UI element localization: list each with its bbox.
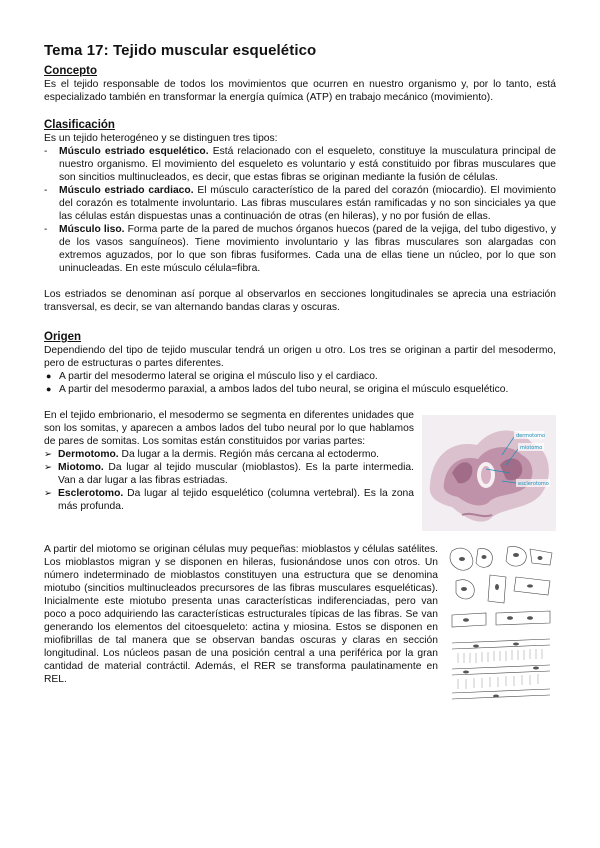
list-item xyxy=(44,383,556,396)
miotomo-block xyxy=(44,543,556,713)
somitas-paragraph: En el tejido embrionario, el mesodermo se segmenta en diferentes unidades que son los somitas, y aparecen a ambos lados del tubo neural por lo que hablamos de pares de somitas. Los somitas están constituidos por varias partes: xyxy=(44,410,414,447)
list-item xyxy=(44,223,556,275)
dash-icon: - xyxy=(44,224,48,235)
item-text: A partir del mesodermo lateral se origina el músculo liso y el cardiaco. xyxy=(59,371,378,382)
item-text: Da lugar a la dermis. Región más cercana al ectodermo. xyxy=(118,449,380,460)
heading-origen: Origen xyxy=(44,331,82,343)
bullet-icon: ● xyxy=(46,371,52,381)
item-text: Da lugar al tejido esquelético (columna vertebral). Es la zona más profunda. xyxy=(58,488,414,512)
figure-label-miotomo: miotomo xyxy=(520,445,543,451)
arrow-icon: ➢ xyxy=(44,462,52,473)
clasificacion-intro: Es un tejido heterogéneo y se distinguen tres tipos: xyxy=(44,133,278,144)
mesodermo-list xyxy=(44,370,556,396)
heading-concepto: Concepto xyxy=(44,65,98,77)
list-item xyxy=(44,145,556,184)
bullet-icon: ● xyxy=(46,384,52,394)
clasificacion-outro: Los estriados se denominan así porque al observarlos en secciones longitudinales se aprecia una estriación transversal, es decir, se van alternando bandas claras y oscuras. xyxy=(44,289,556,313)
heading-clasificacion: Clasificación xyxy=(44,119,115,131)
section-clasificacion xyxy=(44,118,556,314)
somitas-block xyxy=(44,409,556,531)
item-text: Forma parte de la pared de muchos órganos huecos (pared de la vejiga, del tubo digestivo, y de los vasos sanguíneos). Tiene movimiento involuntario y las fibras musculares son alargadas con extremos aguzados, por lo que son fibras fusiformes. Cada una de ellas tiene un núcleo, por lo que son uninucleadas. En este músculo célula=fibra. xyxy=(59,224,556,274)
item-text: El músculo característico de la pared del corazón (miocardio). El movimiento del corazón es totalmente involuntario. Las fibras musculares están ramificadas y no son sinciciales ya que las células están dispuestas unas a continuación de otras (en hileras), y no por fusión de ellas. xyxy=(59,185,556,222)
somite-micrograph xyxy=(422,415,556,531)
list-item xyxy=(44,487,414,513)
figure-label-esclerotomo: esclerotomo xyxy=(518,481,549,487)
miotomo-text-column xyxy=(44,543,438,713)
arrow-icon: ➢ xyxy=(44,449,52,460)
dash-icon: - xyxy=(44,146,48,157)
figure-label-dermotomo: dermotomo xyxy=(516,433,546,439)
item-term: Dermotomo. xyxy=(58,449,119,460)
dash-icon: - xyxy=(44,185,48,196)
item-term: Miotomo. xyxy=(58,462,104,473)
item-term: Esclerotomo. xyxy=(58,488,124,499)
arrow-icon: ➢ xyxy=(44,488,52,499)
miotomo-paragraph: A partir del miotomo se originan células muy pequeñas: mioblastos y células satélites. Los mioblastos migran y se disponen en hileras, fusionándose unos con otros. Un número indeterminado de mioblastos constituyen una estructura que se denomina miotubo (sincitios multinucleados precursores de las fibras musculares esqueléticas). Inicialmente este miotubo presenta unas características indiferenciadas, pero van poco a poco adquiriendo las características estructurales típicas de las fibras. Se van generando los elementos del citoesqueleto: actina y miosina. Estos se disponen en miofibrillas de tal manera que se observan bandas oscuras y claras en sección longitudinal. Los núcleos pasan de una posición central a una periférica por la gran cantidad de material contráctil. Además, el RER se transforma paulatinamente en REL. xyxy=(44,544,438,685)
item-text: Da lugar al tejido muscular (mioblastos). Es la parte intermedia. Van a dar lugar a las fibras estriadas. xyxy=(58,462,414,486)
origen-intro: Dependiendo del tipo de tejido muscular tendrá un origen u otro. Los tres se originan a partir del mesodermo, pero de estructuras o partes diferentes. xyxy=(44,345,556,369)
somitas-parts-list xyxy=(44,448,414,513)
item-term: Músculo estriado cardiaco. xyxy=(59,185,194,196)
list-item xyxy=(44,184,556,223)
item-term: Músculo liso. xyxy=(59,224,125,235)
section-concepto xyxy=(44,64,556,104)
myogenesis-sketch xyxy=(446,543,556,713)
item-term: Músculo estriado esquelético. xyxy=(59,146,209,157)
item-text: Está relacionado con el esqueleto, constituye la musculatura principal de nuestro organismo. El movimiento del esqueleto es voluntario y está constituido por fibras musculares que son sincitios multinucleados, es decir, que estas fibras se originan mediante la fusión de células. xyxy=(59,146,556,183)
somitas-text-column xyxy=(44,409,414,531)
list-item xyxy=(44,448,414,461)
list-item xyxy=(44,461,414,487)
concepto-paragraph: Es el tejido responsable de todos los movimientos que ocurren en nuestro organismo y, por lo tanto, está especializado también en transformar la energía química (ATP) en trabajo mecánico (movimiento). xyxy=(44,79,556,103)
somite-micrograph-image xyxy=(422,415,556,531)
item-text: A partir del mesodermo paraxial, a ambos lados del tubo neural, se origina el músculo esquelético. xyxy=(59,384,509,395)
list-item xyxy=(44,370,556,383)
section-origen xyxy=(44,330,556,713)
page-title: Tema 17: Tejido muscular esquelético xyxy=(44,42,317,59)
myogenesis-sketch-image xyxy=(446,543,556,713)
tissue-types-list xyxy=(44,145,556,275)
